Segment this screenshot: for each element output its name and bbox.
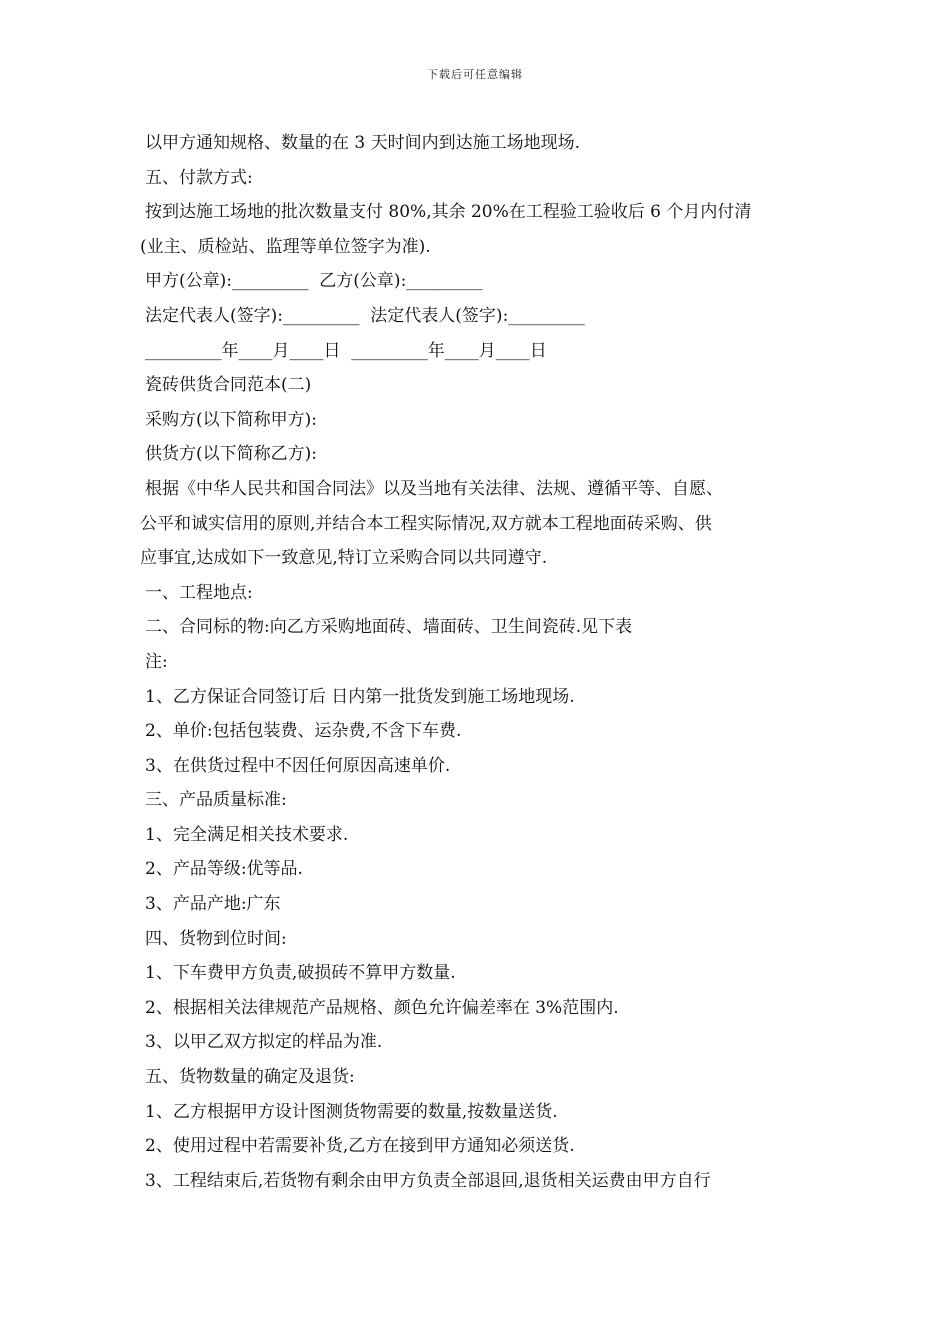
section-heading: 二、合同标的物:向乙方采购地面砖、墙面砖、卫生间瓷砖.见下表 (145, 617, 633, 638)
text-line: 根据《中华人民共和国合同法》以及当地有关法律、法规、遵循平等、自愿、 (145, 478, 723, 499)
text-line: 公平和诚实信用的原则,并结合本工程实际情况,双方就本工程地面砖采购、供 (140, 513, 712, 534)
text-line: (业主、质检站、监理等单位签字为准). (140, 236, 431, 257)
list-item: 1、下车费甲方负责,破损砖不算甲方数量. (145, 963, 456, 984)
list-item: 2、产品等级:优等品. (145, 859, 303, 880)
text-line: 以甲方通知规格、数量的在 3 天时间内到达施工场地现场. (145, 133, 581, 153)
list-item: 1、完全满足相关技术要求. (145, 824, 349, 845)
list-item: 2、单价:包括包装费、运杂费,不含下车费. (145, 721, 462, 742)
list-item: 1、乙方保证合同签订后 日内第一批货发到施工场地现场. (145, 686, 575, 707)
document-title: 瓷砖供货合同范本(二) (145, 375, 312, 396)
party-line: 采购方(以下简称甲方): (145, 409, 317, 430)
section-heading: 五、付款方式: (145, 167, 253, 188)
page-header: 下载后可任意编辑 (427, 68, 523, 81)
text-line: 应事宜,达成如下一致意见,特订立采购合同以共同遵守. (140, 548, 548, 569)
list-item: 2、根据相关法律规范产品规格、颜色允许偏差率在 3%范围内. (145, 997, 619, 1018)
party-line: 供货方(以下简称乙方): (145, 444, 317, 465)
section-heading: 三、产品质量标准: (145, 790, 287, 811)
section-heading: 五、货物数量的确定及退货: (145, 1067, 355, 1088)
list-item: 3、工程结束后,若货物有剩余由甲方负责全部退回,退货相关运费由甲方自行 (145, 1170, 711, 1191)
section-heading: 一、工程地点: (145, 582, 253, 603)
list-item: 3、产品产地:广东 (145, 894, 281, 915)
list-item: 3、在供货过程中不因任何原因高速单价. (145, 755, 451, 776)
note-label: 注: (145, 651, 168, 672)
section-heading: 四、货物到位时间: (145, 928, 287, 949)
list-item: 3、以甲乙双方拟定的样品为准. (145, 1032, 383, 1053)
text-line: 按到达施工场地的批次数量支付 80%,其余 20%在工程验工验收后 6 个月内付清 (145, 202, 752, 223)
signature-line: 法定代表人(签字):_________ 法定代表人(签字):_________ (145, 305, 585, 326)
list-item: 2、使用过程中若需要补货,乙方在接到甲方通知必须送货. (145, 1136, 575, 1157)
list-item: 1、乙方根据甲方设计图测货物需要的数量,按数量送货. (145, 1101, 558, 1122)
document-body (140, 126, 820, 1198)
signature-line: 甲方(公章):_________ 乙方(公章):_________ (145, 271, 483, 292)
date-line: _________年____月____日 _________年____月____日 (145, 340, 547, 361)
